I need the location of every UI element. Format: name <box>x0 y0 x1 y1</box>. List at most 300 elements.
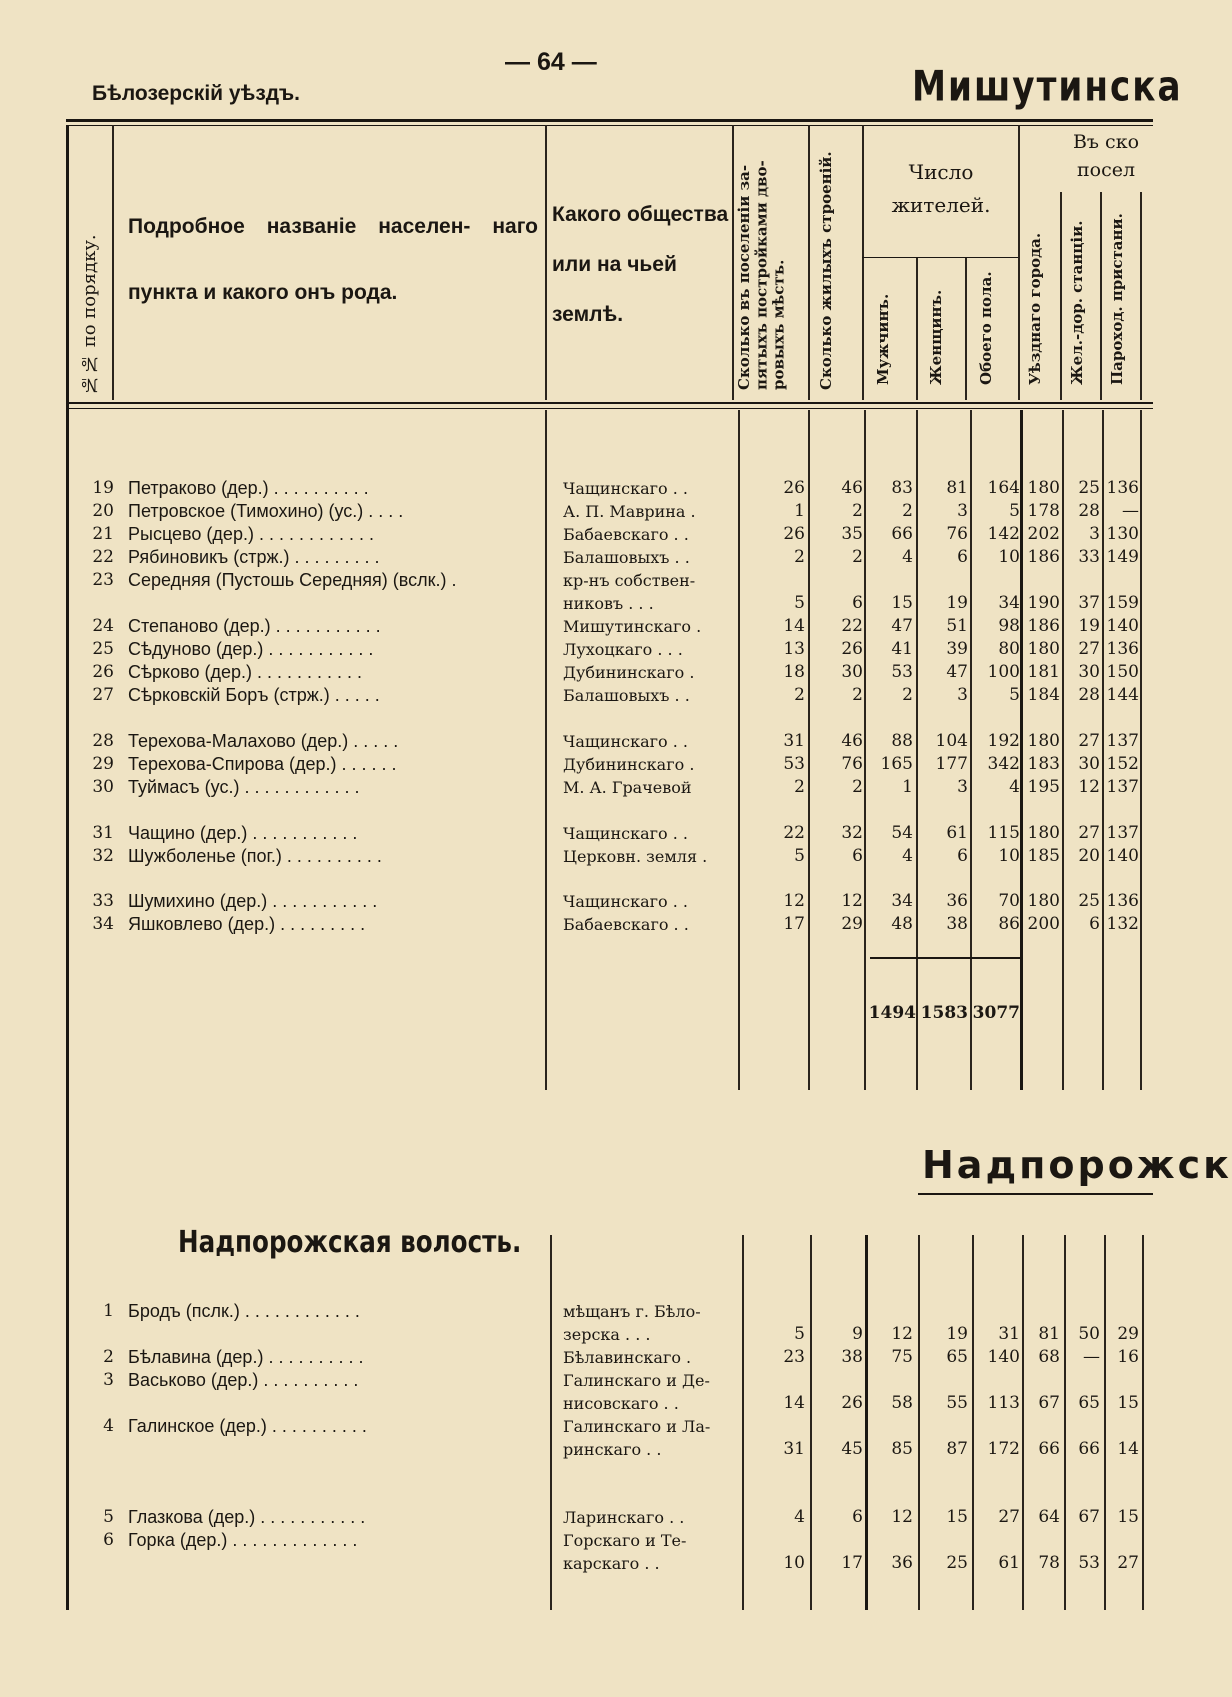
table-row <box>0 638 1153 661</box>
cell-c7: 37 <box>1078 593 1100 613</box>
cell-c4: 6 <box>957 547 968 567</box>
cell-c1: 10 <box>783 1553 805 1573</box>
cell-soc: Чащинскаго . . <box>563 892 688 911</box>
cell-c5: 5 <box>1009 685 1020 705</box>
cell-c1: 4 <box>794 1507 805 1527</box>
cell-soc: Церковн. земля . <box>563 847 708 866</box>
header-bottom-rule-2 <box>66 408 1153 409</box>
cell-c5: 5 <box>1009 501 1020 521</box>
cell-name: Сѣрково (дер.) . . . . . . . . . . . <box>128 662 363 682</box>
header-div-7 <box>965 258 967 400</box>
cell-c5: 142 <box>987 524 1020 544</box>
cell-c1: 2 <box>794 777 805 797</box>
cell-c6: 185 <box>1027 846 1060 866</box>
cell-c5: 140 <box>987 1347 1020 1367</box>
cell-n: 24 <box>92 616 114 636</box>
cell-c2: 38 <box>841 1347 863 1367</box>
cell-c3: 12 <box>891 1507 913 1527</box>
cell-c8: 29 <box>1117 1324 1139 1344</box>
cell-c6: 67 <box>1038 1393 1060 1413</box>
cell-c3: 34 <box>891 891 913 911</box>
cell-c7: 19 <box>1078 616 1100 636</box>
cell-c6: 178 <box>1027 501 1060 521</box>
cell-c7: 53 <box>1078 1553 1100 1573</box>
table-row <box>0 684 1153 707</box>
cell-c4: 15 <box>946 1507 968 1527</box>
cell-c7: 6 <box>1089 914 1100 934</box>
table-row <box>0 1506 1153 1529</box>
cell-soc: Бѣлавинскаго . <box>563 1348 692 1367</box>
total-women: 1583 <box>920 1003 968 1023</box>
volost-title-bottom: Надпорожск <box>922 1143 1232 1187</box>
cell-c6: 180 <box>1027 478 1060 498</box>
cell-name: Глазкова (дер.) . . . . . . . . . . . <box>128 1507 366 1527</box>
cell-c1: 2 <box>794 547 805 567</box>
cell-soc: карскаго . . <box>563 1554 660 1573</box>
section-2-top-rule <box>918 1193 1153 1195</box>
cell-c4: 38 <box>946 914 968 934</box>
cell-c2: 6 <box>852 1507 863 1527</box>
table-row <box>0 1300 1153 1323</box>
cell-c5: 4 <box>1009 777 1020 797</box>
table-row <box>0 1552 1153 1575</box>
cell-soc: Мишутинскаго . <box>563 617 702 636</box>
cell-soc: Балашовыхъ . . <box>563 686 690 705</box>
cell-c2: 26 <box>841 639 863 659</box>
header-div-1 <box>112 125 114 400</box>
cell-c3: 36 <box>891 1553 913 1573</box>
cell-name: Сѣрковскій Боръ (стрж.) . . . . . <box>128 685 380 705</box>
cell-name: Галинское (дер.) . . . . . . . . . . <box>128 1416 367 1436</box>
cell-soc: Чащинскаго . . <box>563 732 688 751</box>
cell-c6: 78 <box>1038 1553 1060 1573</box>
cell-c5: 164 <box>987 478 1020 498</box>
col-pier-header: Пароход. пристани. <box>1108 213 1126 385</box>
cell-c4: 51 <box>946 616 968 636</box>
cell-c6: 64 <box>1038 1507 1060 1527</box>
cell-c3: 54 <box>891 823 913 843</box>
cell-c8: 136 <box>1106 639 1139 659</box>
cell-c3: 15 <box>891 593 913 613</box>
cell-c7: 66 <box>1078 1439 1100 1459</box>
cell-c2: 29 <box>841 914 863 934</box>
cell-n: 5 <box>103 1507 114 1527</box>
cell-c3: 48 <box>891 914 913 934</box>
cell-c4: 19 <box>946 593 968 613</box>
cell-n: 26 <box>92 662 114 682</box>
cell-soc: Чащинскаго . . <box>563 824 688 843</box>
cell-soc: Галинскаго и Де- <box>563 1371 710 1390</box>
cell-n: 4 <box>103 1416 114 1436</box>
cell-c1: 53 <box>783 754 805 774</box>
cell-soc: Бабаевскаго . . <box>563 915 689 934</box>
cell-c7: 12 <box>1078 777 1100 797</box>
cell-name: Бродъ (пслк.) . . . . . . . . . . . . <box>128 1301 360 1321</box>
cell-c1: 26 <box>783 478 805 498</box>
cell-c3: 58 <box>891 1393 913 1413</box>
cell-c4: 3 <box>957 777 968 797</box>
inhab-sub-rule <box>862 257 1018 258</box>
cell-c1: 1 <box>794 501 805 521</box>
cell-c2: 46 <box>841 478 863 498</box>
cell-c2: 76 <box>841 754 863 774</box>
cell-c7: 25 <box>1078 478 1100 498</box>
col-name-header <box>128 194 538 326</box>
table-row <box>0 477 1153 500</box>
cell-c1: 31 <box>783 731 805 751</box>
cell-c6: 180 <box>1027 823 1060 843</box>
cell-soc: нисовскаго . . <box>563 1394 679 1413</box>
cell-c3: 2 <box>902 501 913 521</box>
cell-c1: 18 <box>783 662 805 682</box>
cell-c4: 25 <box>946 1553 968 1573</box>
cell-n: 6 <box>103 1530 114 1550</box>
cell-c7: 27 <box>1078 823 1100 843</box>
cell-name: Рысцево (дер.) . . . . . . . . . . . . <box>128 524 374 544</box>
cell-n: 30 <box>92 777 114 797</box>
cell-c3: 165 <box>880 754 913 774</box>
cell-c8: 27 <box>1117 1553 1139 1573</box>
cell-c7: 20 <box>1078 846 1100 866</box>
cell-c6: 183 <box>1027 754 1060 774</box>
cell-c5: 86 <box>998 914 1020 934</box>
cell-c4: 76 <box>946 524 968 544</box>
cell-n: 32 <box>92 846 114 866</box>
cell-c8: 150 <box>1106 662 1139 682</box>
cell-c3: 47 <box>891 616 913 636</box>
col-num-header: №№ по порядку. <box>79 234 100 395</box>
table-row <box>0 1323 1153 1346</box>
cell-c1: 13 <box>783 639 805 659</box>
header-div-5 <box>862 125 864 400</box>
cell-c4: 177 <box>935 754 968 774</box>
table-row <box>0 592 1153 615</box>
cell-c4: 65 <box>946 1347 968 1367</box>
cell-c7: 25 <box>1078 891 1100 911</box>
cell-name: Яшковлево (дер.) . . . . . . . . . <box>128 914 366 934</box>
cell-c5: 100 <box>987 662 1020 682</box>
table-row <box>0 615 1153 638</box>
cell-c3: 66 <box>891 524 913 544</box>
cell-c2: 9 <box>852 1324 863 1344</box>
cell-c2: 32 <box>841 823 863 843</box>
table-row <box>0 523 1153 546</box>
cell-c1: 26 <box>783 524 805 544</box>
cell-c2: 2 <box>852 547 863 567</box>
table-row <box>0 1415 1153 1438</box>
col-women-header: Женщинъ. <box>927 289 945 385</box>
cell-c4: 36 <box>946 891 968 911</box>
cell-c8: 15 <box>1117 1393 1139 1413</box>
cell-c8: 152 <box>1106 754 1139 774</box>
cell-c2: 2 <box>852 501 863 521</box>
col-railway-header: Жел.-дор. станціи. <box>1068 220 1086 385</box>
cell-n: 1 <box>103 1301 114 1321</box>
cell-c6: 180 <box>1027 731 1060 751</box>
cell-c5: 115 <box>987 823 1020 843</box>
header-div-4 <box>808 125 810 400</box>
cell-n: 27 <box>92 685 114 705</box>
cell-c8: 137 <box>1106 731 1139 751</box>
cell-name: Туймасъ (ус.) . . . . . . . . . . . . <box>128 777 360 797</box>
col-district-town-header: Уѣзднаго города. <box>1026 232 1044 385</box>
cell-name: Бѣлавина (дер.) . . . . . . . . . . <box>128 1347 364 1367</box>
cell-c8: 137 <box>1106 823 1139 843</box>
cell-c6: 180 <box>1027 639 1060 659</box>
cell-c6: 200 <box>1027 914 1060 934</box>
cell-c4: 87 <box>946 1439 968 1459</box>
cell-c5: 172 <box>987 1439 1020 1459</box>
cell-name: Петровское (Тимохино) (ус.) . . . . <box>128 501 404 521</box>
cell-soc: кр-нъ собствен- <box>563 571 696 590</box>
cell-c2: 12 <box>841 891 863 911</box>
cell-c8: 16 <box>1117 1347 1139 1367</box>
cell-c1: 14 <box>783 1393 805 1413</box>
header-div-2 <box>545 125 547 400</box>
cell-soc: Чащинскаго . . <box>563 479 688 498</box>
cell-c2: 2 <box>852 777 863 797</box>
cell-c8: 136 <box>1106 891 1139 911</box>
cell-c1: 2 <box>794 685 805 705</box>
col-men-header: Мужчинъ. <box>874 293 892 385</box>
district-title: Бѣлозерскій уѣздъ. <box>92 82 300 105</box>
cell-c7: 28 <box>1078 685 1100 705</box>
cell-c7: 3 <box>1089 524 1100 544</box>
cell-c1: 31 <box>783 1439 805 1459</box>
cell-c1: 22 <box>783 823 805 843</box>
cell-c2: 6 <box>852 846 863 866</box>
cell-n: 29 <box>92 754 114 774</box>
cell-c2: 45 <box>841 1439 863 1459</box>
cell-c3: 4 <box>902 846 913 866</box>
table-row <box>0 1438 1153 1461</box>
cell-c4: 3 <box>957 501 968 521</box>
cell-c5: 342 <box>987 754 1020 774</box>
cell-name: Терехова-Спирова (дер.) . . . . . . <box>128 754 397 774</box>
cell-c4: 55 <box>946 1393 968 1413</box>
cell-c5: 10 <box>998 846 1020 866</box>
cell-c6: 190 <box>1027 593 1060 613</box>
cell-c6: 202 <box>1027 524 1060 544</box>
cell-c3: 2 <box>902 685 913 705</box>
totals-rule <box>870 957 1020 959</box>
cell-c2: 26 <box>841 1393 863 1413</box>
cell-c8: — <box>1122 501 1139 521</box>
cell-n: 23 <box>92 570 114 590</box>
cell-c8: 14 <box>1117 1439 1139 1459</box>
cell-c3: 1 <box>902 777 913 797</box>
total-both: 3077 <box>972 1003 1020 1023</box>
col-both-header: Обоего пола. <box>977 271 995 385</box>
cell-c8: 15 <box>1117 1507 1139 1527</box>
cell-c5: 80 <box>998 639 1020 659</box>
cell-c3: 4 <box>902 547 913 567</box>
table-row <box>0 822 1153 845</box>
cell-c6: 181 <box>1027 662 1060 682</box>
cell-c2: 2 <box>852 685 863 705</box>
cell-name: Шужболенье (пог.) . . . . . . . . . . <box>128 846 382 866</box>
header-div-8 <box>1018 125 1020 400</box>
cell-c7: 30 <box>1078 662 1100 682</box>
cell-c1: 5 <box>794 1324 805 1344</box>
cell-c5: 31 <box>998 1324 1020 1344</box>
top-rule <box>66 119 1153 122</box>
cell-c6: 186 <box>1027 547 1060 567</box>
table-row <box>0 730 1153 753</box>
cell-name: Чащино (дер.) . . . . . . . . . . . <box>128 823 358 843</box>
cell-name: Середняя (Пустошь Середняя) (вслк.) . <box>128 570 457 590</box>
cell-c1: 5 <box>794 846 805 866</box>
cell-c7: 28 <box>1078 501 1100 521</box>
cell-c7: 27 <box>1078 639 1100 659</box>
cell-soc: А. П. Маврина . <box>563 502 696 521</box>
table-row <box>0 753 1153 776</box>
table-row <box>0 1369 1153 1392</box>
cell-c8: 159 <box>1106 593 1139 613</box>
cell-n: 25 <box>92 639 114 659</box>
cell-c5: 98 <box>998 616 1020 636</box>
cell-c2: 17 <box>841 1553 863 1573</box>
col-inhabitants-header: Число жителей. <box>891 160 991 217</box>
cell-name: Горка (дер.) . . . . . . . . . . . . . <box>128 1530 358 1550</box>
header-div-6 <box>916 258 918 400</box>
cell-c1: 5 <box>794 593 805 613</box>
col-buildings-header: Сколько жилыхъ строеній. <box>817 151 835 390</box>
cell-c5: 192 <box>987 731 1020 751</box>
cell-c4: 3 <box>957 685 968 705</box>
cell-c4: 47 <box>946 662 968 682</box>
cell-n: 33 <box>92 891 114 911</box>
cell-c3: 83 <box>891 478 913 498</box>
volost-title-top: Мишутинска <box>912 62 1183 111</box>
cell-c4: 39 <box>946 639 968 659</box>
total-men: 1494 <box>868 1003 916 1023</box>
cell-soc: М. А. Грачевой <box>563 778 692 797</box>
table-row <box>0 1346 1153 1369</box>
cell-n: 3 <box>103 1370 114 1390</box>
cell-c2: 6 <box>852 593 863 613</box>
cell-name: Рябиновикъ (стрж.) . . . . . . . . . <box>128 547 380 567</box>
cell-n: 19 <box>92 478 114 498</box>
cell-name: Терехова-Малахово (дер.) . . . . . <box>128 731 399 751</box>
cell-c8: 140 <box>1106 846 1139 866</box>
cell-c6: 81 <box>1038 1324 1060 1344</box>
table-row <box>0 1529 1153 1552</box>
cell-c3: 75 <box>891 1347 913 1367</box>
cell-c3: 85 <box>891 1439 913 1459</box>
header-div-3 <box>732 125 734 400</box>
cell-c5: 34 <box>998 593 1020 613</box>
cell-name: Петраково (дер.) . . . . . . . . . . <box>128 478 369 498</box>
cell-c5: 27 <box>998 1507 1020 1527</box>
cell-c7: 30 <box>1078 754 1100 774</box>
cell-c8: 136 <box>1106 478 1139 498</box>
header-div-9 <box>1060 192 1062 400</box>
cell-soc: Балашовыхъ . . <box>563 548 690 567</box>
cell-name: Васьково (дер.) . . . . . . . . . . <box>128 1370 359 1390</box>
table-row <box>0 661 1153 684</box>
cell-n: 31 <box>92 823 114 843</box>
col-name-header-text: Подробное названіе населен- наго пункта и какого онъ рода. <box>128 215 538 304</box>
cell-c6: 184 <box>1027 685 1060 705</box>
cell-n: 21 <box>92 524 114 544</box>
cell-c7: 27 <box>1078 731 1100 751</box>
cell-soc: Лухоцкаго . . . <box>563 640 683 659</box>
cell-c6: 68 <box>1038 1347 1060 1367</box>
cell-c7: — <box>1083 1347 1100 1367</box>
cell-soc: Горскаго и Те- <box>563 1531 687 1550</box>
cell-c7: 67 <box>1078 1507 1100 1527</box>
cell-c1: 14 <box>783 616 805 636</box>
cell-c8: 132 <box>1106 914 1139 934</box>
cell-soc: зерска . . . <box>563 1325 651 1344</box>
table-row <box>0 913 1153 936</box>
col-distance-header: Въ ско посел <box>1072 131 1140 181</box>
cell-c4: 19 <box>946 1324 968 1344</box>
header-div-10 <box>1100 192 1102 400</box>
cell-soc: никовъ . . . <box>563 594 654 613</box>
table-row <box>0 776 1153 799</box>
page-number: — 64 — <box>505 48 597 76</box>
cell-c4: 6 <box>957 846 968 866</box>
header-div-11 <box>1140 192 1142 400</box>
cell-c6: 66 <box>1038 1439 1060 1459</box>
cell-soc: Дубининскаго . <box>563 755 695 774</box>
cell-c3: 41 <box>891 639 913 659</box>
cell-c8: 140 <box>1106 616 1139 636</box>
cell-c2: 22 <box>841 616 863 636</box>
cell-c8: 149 <box>1106 547 1139 567</box>
header-bottom-rule <box>66 402 1153 404</box>
cell-c8: 130 <box>1106 524 1139 544</box>
cell-c3: 12 <box>891 1324 913 1344</box>
cell-name: Шумихино (дер.) . . . . . . . . . . . <box>128 891 378 911</box>
table-row <box>0 546 1153 569</box>
cell-n: 2 <box>103 1347 114 1367</box>
cell-c4: 104 <box>935 731 968 751</box>
section-2-title: Надпорожская волость. <box>178 1225 522 1260</box>
cell-c1: 12 <box>783 891 805 911</box>
cell-c8: 137 <box>1106 777 1139 797</box>
cell-soc: Дубининскаго . <box>563 663 695 682</box>
cell-c5: 10 <box>998 547 1020 567</box>
cell-c7: 33 <box>1078 547 1100 567</box>
cell-c5: 61 <box>998 1553 1020 1573</box>
cell-c5: 70 <box>998 891 1020 911</box>
cell-c2: 35 <box>841 524 863 544</box>
cell-n: 20 <box>92 501 114 521</box>
col-society-header: Какого общества или на чьей землѣ. <box>552 203 729 326</box>
cell-c7: 65 <box>1078 1393 1100 1413</box>
cell-c6: 180 <box>1027 891 1060 911</box>
table-row <box>0 845 1153 868</box>
cell-c2: 30 <box>841 662 863 682</box>
cell-n: 28 <box>92 731 114 751</box>
cell-soc: Бабаевскаго . . <box>563 525 689 544</box>
cell-c2: 46 <box>841 731 863 751</box>
cell-soc: мѣщанъ г. Бѣло- <box>563 1302 701 1321</box>
cell-soc: ринскаго . . <box>563 1440 662 1459</box>
cell-c1: 23 <box>783 1347 805 1367</box>
cell-name: Сѣдуново (дер.) . . . . . . . . . . . <box>128 639 374 659</box>
table-row <box>0 500 1153 523</box>
cell-c3: 53 <box>891 662 913 682</box>
cell-soc: Ларинскаго . . <box>563 1508 685 1527</box>
table-row <box>0 1392 1153 1415</box>
cell-c1: 17 <box>783 914 805 934</box>
cell-name: Степаново (дер.) . . . . . . . . . . . <box>128 616 381 636</box>
cell-n: 34 <box>92 914 114 934</box>
